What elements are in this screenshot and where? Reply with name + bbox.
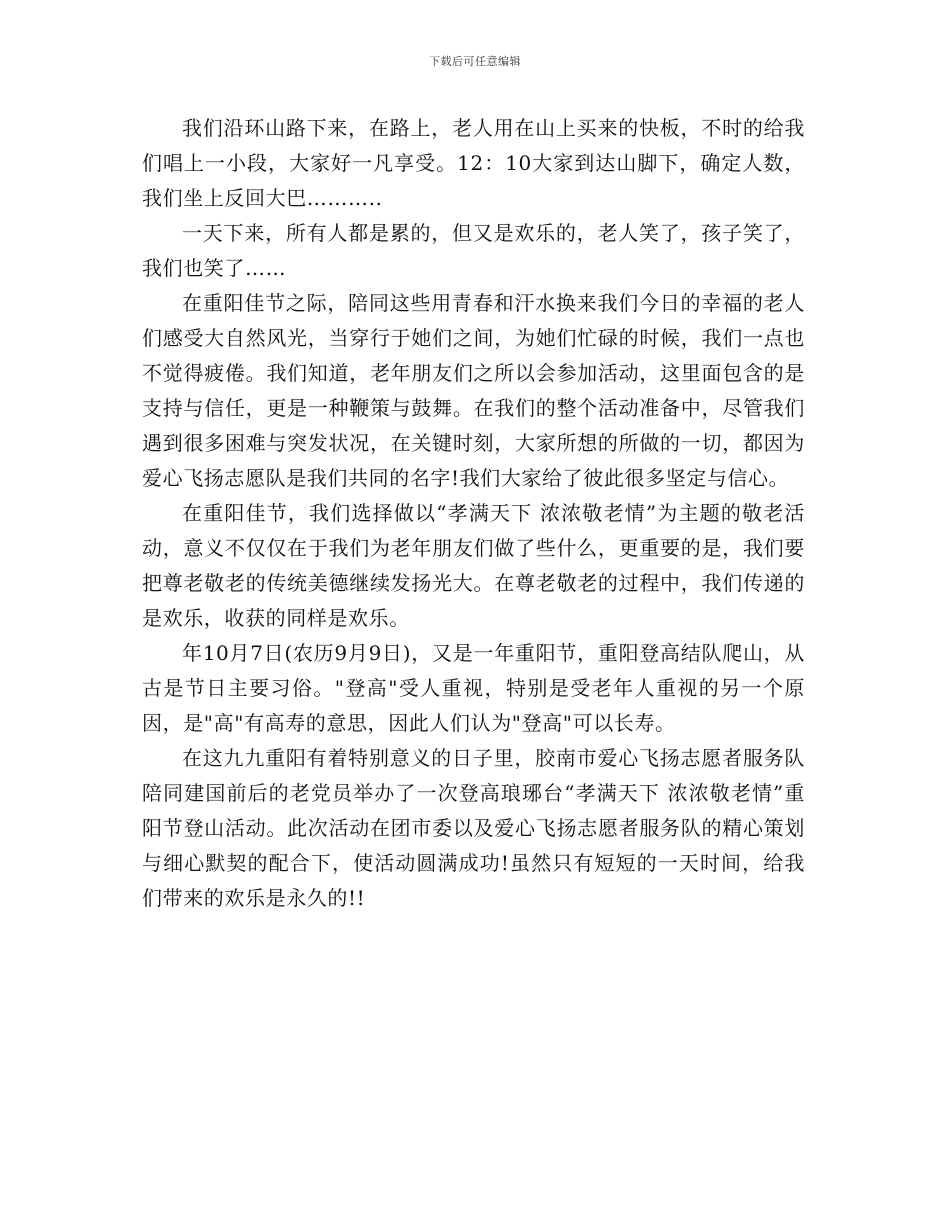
paragraph-5: 年10月7日(农历9月9日)，又是一年重阳节，重阳登高结队爬山，从古是节日主要习俗。"登高"受人重视，特别是受老年人重视的另一个原因，是"高"有高寿的意思，因此人们认为"登高"可以长寿。 [142, 641, 805, 735]
paragraph-4: 在重阳佳节，我们选择做以“孝满天下 浓浓敬老情”为主题的敬老活动，意义不仅仅在于我们为老年朋友们做了些什么，更重要的是，我们要把尊老敬老的传统美德继续发扬光大。在尊老敬老的过程中，我们传递的是欢乐，收获的同样是欢乐。 [142, 501, 805, 630]
paragraph-6: 在这九九重阳有着特别意义的日子里，胶南市爱心飞扬志愿者服务队陪同建国前后的老党员举办了一次登高琅琊台“孝满天下 浓浓敬老情”重阳节登山活动。此次活动在团市委以及爱心飞扬志愿者服务队的精心策划与细心默契的配合下，使活动圆满成功!虽然只有短短的一天时间，给我们带来的欢乐是永久的!! [142, 746, 805, 910]
paragraph-1: 我们沿环山路下来，在路上，老人用在山上买来的快板，不时的给我们唱上一小段，大家好一凡享受。12：10大家到达山脚下，确定人数，我们坐上反回大巴……….. [142, 116, 805, 210]
document-body [142, 111, 805, 916]
page-header: 下载后可任意编辑 [429, 55, 521, 68]
paragraph-2: 一天下来，所有人都是累的，但又是欢乐的，老人笑了，孩子笑了，我们也笑了…… [142, 221, 805, 280]
paragraph-3: 在重阳佳节之际，陪同这些用青春和汗水换来我们今日的幸福的老人们感受大自然风光，当穿行于她们之间，为她们忙碌的时候，我们一点也不觉得疲倦。我们知道，老年朋友们之所以会参加活动，这里面包含的是支持与信任，更是一种鞭策与鼓舞。在我们的整个活动准备中，尽管我们遇到很多困难与突发状况，在关键时刻，大家所想的所做的一切，都因为爱心飞扬志愿队是我们共同的名字!我们大家给了彼此很多坚定与信心。 [142, 291, 805, 490]
